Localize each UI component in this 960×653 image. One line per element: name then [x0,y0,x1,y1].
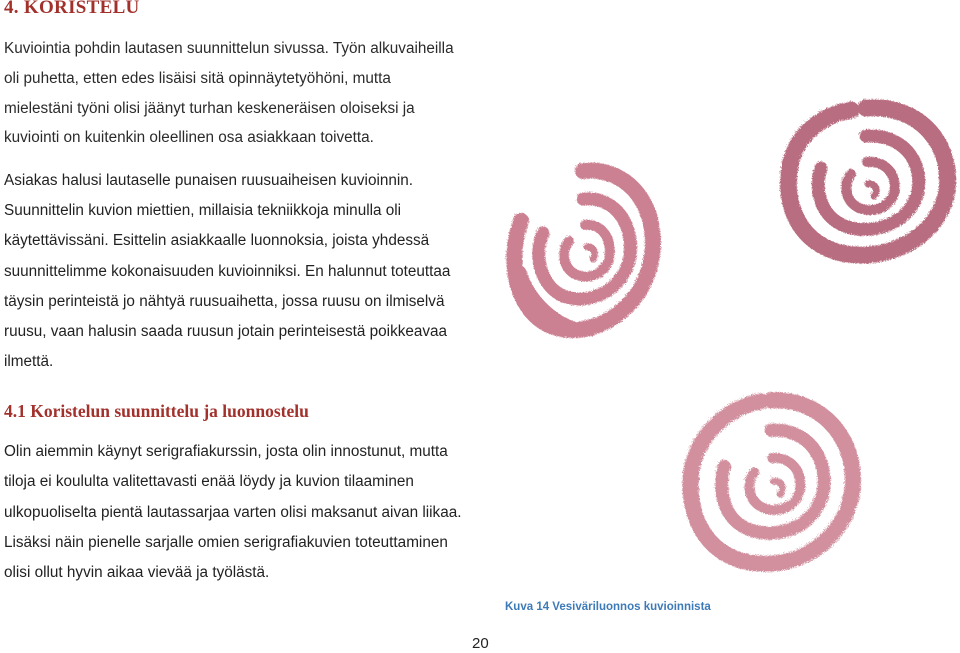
watercolor-rose-1 [500,150,665,345]
text-line: mielestäni työni olisi jäänyt turhan keskeneräisen oloiseksi ja [4,99,415,117]
text-line: oli puhetta, etten edes lisäisi sitä opinnäytetyöhöni, mutta [4,69,391,87]
text-line: ruusu, vaan halusin saada ruusun jotain perinteisestä poikkeavaa [4,323,448,341]
text-line: käytettävissäni. Esittelin asiakkaalle luonnoksia, joista yhdessä [4,232,430,250]
design-paragraph [4,437,474,588]
text-line: suunnittelimme kokonaisuuden kuvioinniksi. En halunnut toteuttaa [4,262,451,280]
watercolor-rose-3 [675,385,865,580]
client-paragraph [4,166,484,377]
page-number: 20 [472,635,489,652]
text-line: täysin perinteistä jo nähtyä ruusuaihetta, jossa ruusu on ilmiselvä [4,292,445,310]
text-line: kuviointi on kuitenkin oleellinen osa asiakkaan toivetta. [4,129,374,147]
text-line: tiloja ei koululta valitettavasti enää löydy ja kuvion tilaaminen [4,473,414,491]
text-line: Olin aiemmin käynyt serigrafiakurssin, josta olin innostunut, mutta [4,443,448,460]
section-heading: 4.1 Koristelun suunnittelu ja luonnostelu [4,401,309,421]
rose-image [770,95,960,265]
text-line: Asiakas halusi lautaselle punaisen ruusuaiheisen kuvioinnin. [4,172,414,189]
text-line: Suunnittelin kuvion miettien, millaisia tekniikkoja minulla oli [4,202,402,220]
text-line: Kuviointia pohdin lautasen suunnittelun sivussa. Työn alkuvaiheilla [4,40,454,57]
figure-caption: Kuva 14 Vesiväriluonnos kuvioinnista [505,601,711,613]
rose-image [675,385,865,580]
text-line: Lisäksi näin pienelle sarjalle omien serigrafiakuvien toteuttaminen [4,533,448,551]
intro-paragraph [4,34,464,153]
watercolor-rose-2 [770,95,960,265]
text-line: ilmettä. [4,353,54,371]
rose-image [500,150,665,345]
text-line: olisi ollut hyvin aikaa vievää ja työlästä. [4,564,270,582]
chapter-heading: 4. KORISTELU [4,0,140,18]
text-line: ulkopuoliselta pientä lautassarjaa varten olisi maksanut aivan liikaa. [4,503,462,521]
